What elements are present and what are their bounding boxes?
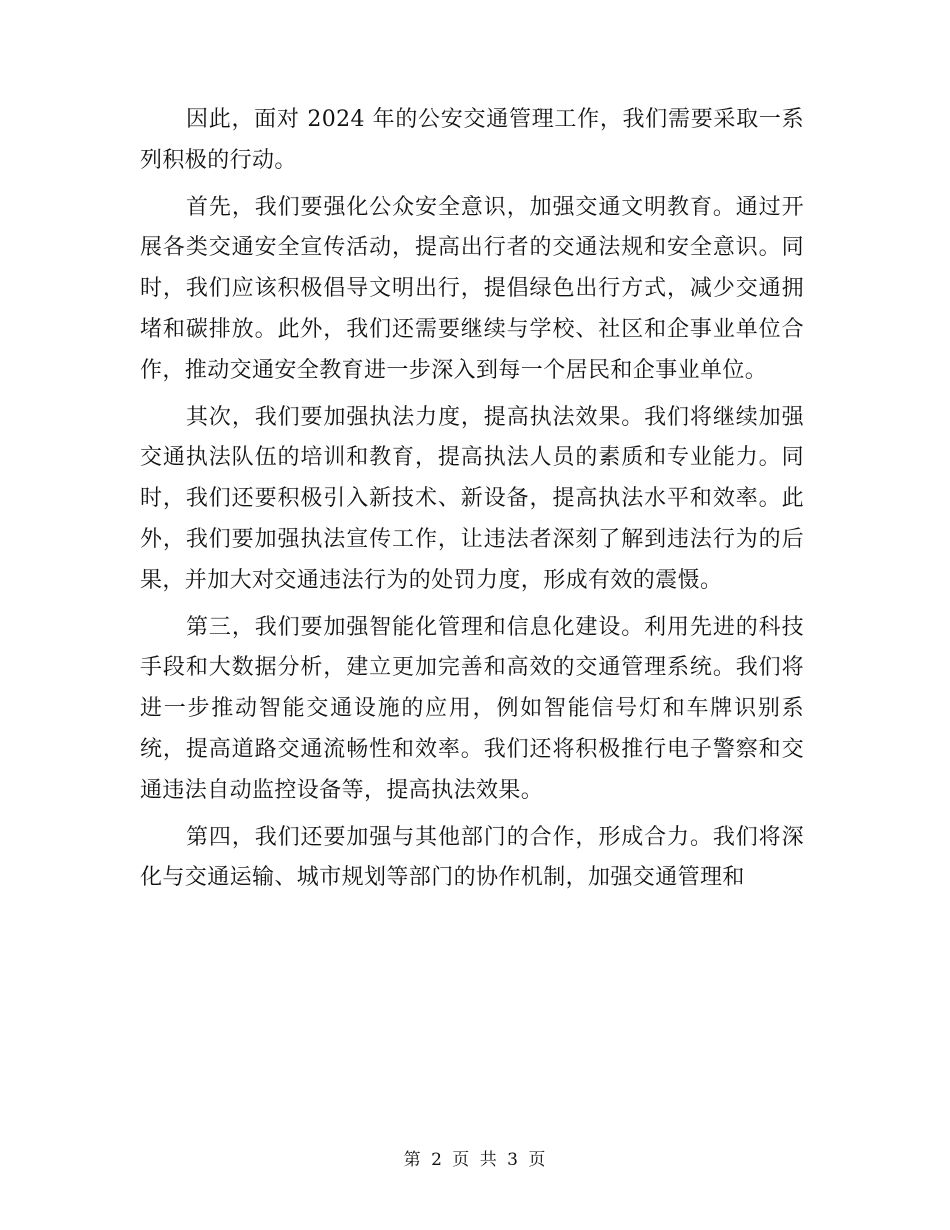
paragraph-5: 第四，我们还要加强与其他部门的合作，形成合力。我们将深化与交通运输、城市规划等部门的协作机制，加强交通管理和 (140, 824, 804, 891)
body-text (140, 100, 804, 905)
paragraph-2: 首先，我们要强化公众安全意识，加强交通文明教育。通过开展各类交通安全宣传活动，提高出行者的交通法规和安全意识。同时，我们应该积极倡导文明出行，提倡绿色出行方式，减少交通拥堵和碳排放。此外，我们还需要继续与学校、社区和企事业单位合作，推动交通安全教育进一步深入到每一个居民和企事业单位。 (140, 194, 804, 383)
page-footer: 第 2 页 共 3 页 (403, 1150, 547, 1170)
paragraph-1: 因此，面对 2024 年的公安交通管理工作，我们需要采取一系列积极的行动。 (140, 107, 804, 173)
paragraph-4: 第三，我们要加强智能化管理和信息化建设。利用先进的科技手段和大数据分析，建立更加完善和高效的交通管理系统。我们将进一步推动智能交通设施的应用，例如智能信号灯和车牌识别系统，提高道路交通流畅性和效率。我们还将积极推行电子警察和交通违法自动监控设备等，提高执法效果。 (140, 614, 804, 803)
paragraph-3: 其次，我们要加强执法力度，提高执法效果。我们将继续加强交通执法队伍的培训和教育，提高执法人员的素质和专业能力。同时，我们还要积极引入新技术、新设备，提高执法水平和效率。此外，我们要加强执法宣传工作，让违法者深刻了解到违法行为的后果，并加大对交通违法行为的处罚力度，形成有效的震慑。 (140, 404, 804, 593)
